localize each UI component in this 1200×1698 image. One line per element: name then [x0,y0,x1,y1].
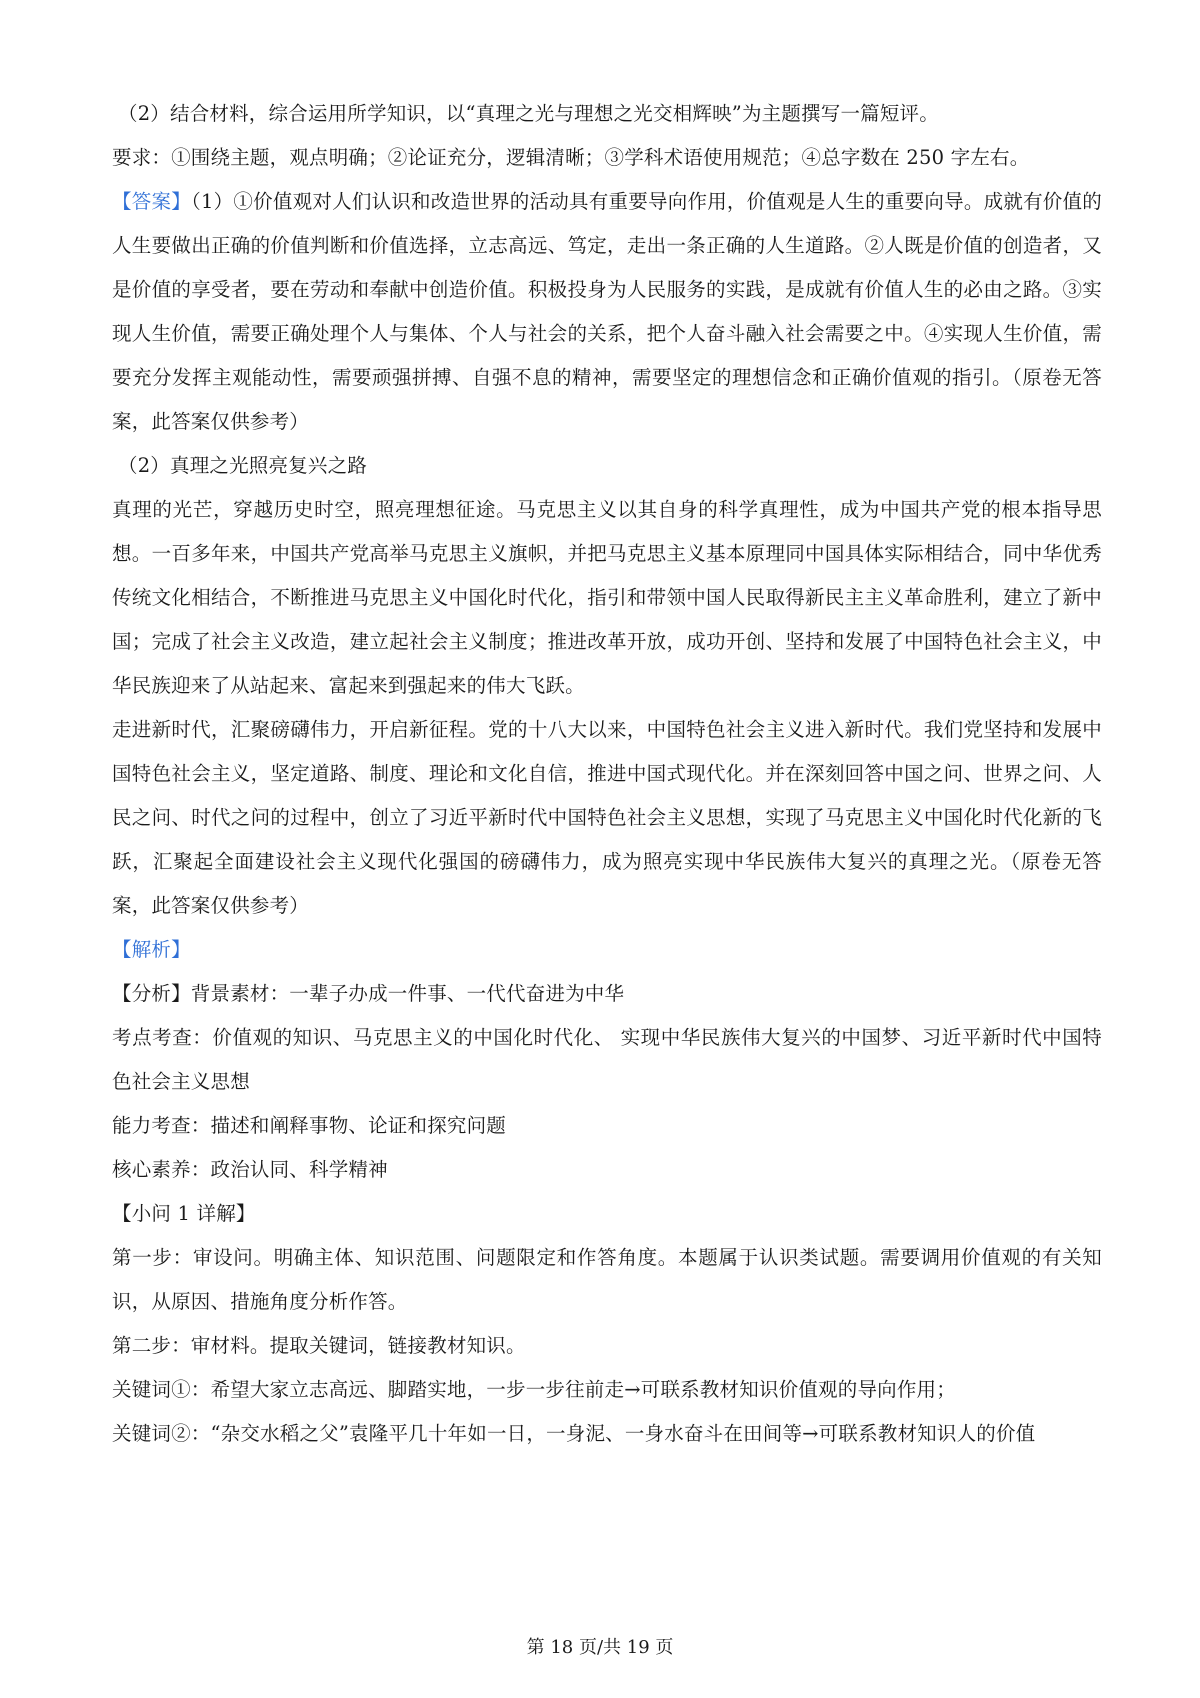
step-1: 第一步：审设问。明确主体、知识范围、问题限定和作答角度。本题属于认识类试题。需要调用价值观的有关知识，从原因、措施角度分析作答。 [112,1246,1102,1313]
page-number: 第 18 页/共 19 页 [526,1637,674,1658]
analysis-test-points: 考点考查：价值观的知识、马克思主义的中国化时代化、 实现中华民族伟大复兴的中国梦、习近平新时代中国特色社会主义思想 [112,1026,1102,1093]
keyword-1: 关键词①：希望大家立志高远、脚踏实地，一步一步往前走→可联系教材知识价值观的导向作用； [112,1378,956,1401]
answer-part-2-title: （2）真理之光照亮复兴之路 [118,454,368,477]
answer-part-2-paragraph-2: 走进新时代，汇聚磅礴伟力，开启新征程。党的十八大以来，中国特色社会主义进入新时代。我们党坚持和发展中国特色社会主义，坚定道路、制度、理论和文化自信，推进中国式现代化。并在深刻回答中国之问、世界之问、人民之问、时代之问的过程中，创立了习近平新时代中国特色社会主义思想，实现了马克思主义中国化时代化新的飞跃，汇聚起全面建设社会主义现代化强国的磅礴伟力，成为照亮实现中华民族伟大复兴的真理之光。（原卷无答案，此答案仅供参考） [112,718,1102,917]
answer-tag: 【答案】 [112,190,191,213]
question-2-prompt: （2）结合材料，综合运用所学知识，以“真理之光与理想之光交相辉映”为主题撰写一篇短评。 [118,102,939,125]
analysis-background: 【分析】背景素材：一辈子办成一件事、一代代奋进为中华 [112,982,625,1005]
keyword-2: 关键词②：“杂交水稻之父”袁隆平几十年如一日，一身泥、一身水奋斗在田间等→可联系教材知识人的价值 [112,1422,1036,1445]
answer-part-1-text: （1）①价值观对人们认识和改造世界的活动具有重要导向作用，价值观是人生的重要向导。成就有价值的人生要做出正确的价值判断和价值选择，立志高远、笃定，走出一条正确的人生道路。②人既是价值的创造者，又是价值的享受者，要在劳动和奉献中创造价值。积极投身为人民服务的实践，是成就有价值人生的必由之路。③实现人生价值，需要正确处理个人与集体、个人与社会的关系，把个人奋斗融入社会需要之中。④实现人生价值，需要充分发挥主观能动性，需要顽强拼搏、自强不息的精神，需要坚定的理想信念和正确价值观的指引。（原卷无答案，此答案仅供参考） [112,190,1102,433]
question-2-requirements: 要求：①围绕主题，观点明确；②论证充分，逻辑清晰；③学科术语使用规范；④总字数在 250 字左右。 [112,146,1030,169]
analysis-tag: 【解析】 [112,938,191,961]
answer-part-1 [112,180,1102,444]
step-2: 第二步：审材料。提取关键词，链接教材知识。 [112,1334,526,1357]
document-body [112,92,1102,1456]
answer-part-2-paragraph-1: 真理的光芒，穿越历史时空，照亮理想征途。马克思主义以其自身的科学真理性，成为中国共产党的根本指导思想。一百多年来，中国共产党高举马克思主义旗帜，并把马克思主义基本原理同中国具体实际相结合，同中华优秀传统文化相结合，不断推进马克思主义中国化时代化，指引和带领中国人民取得新民主主义革命胜利，建立了新中国；完成了社会主义改造，建立起社会主义制度；推进改革开放，成功开创、坚持和发展了中国特色社会主义，中华民族迎来了从站起来、富起来到强起来的伟大飞跃。 [112,498,1102,697]
analysis-ability: 能力考查：描述和阐释事物、论证和探究问题 [112,1114,507,1137]
analysis-core-literacy: 核心素养：政治认同、科学精神 [112,1158,388,1181]
sub-question-1-title: 【小问 1 详解】 [112,1202,256,1225]
